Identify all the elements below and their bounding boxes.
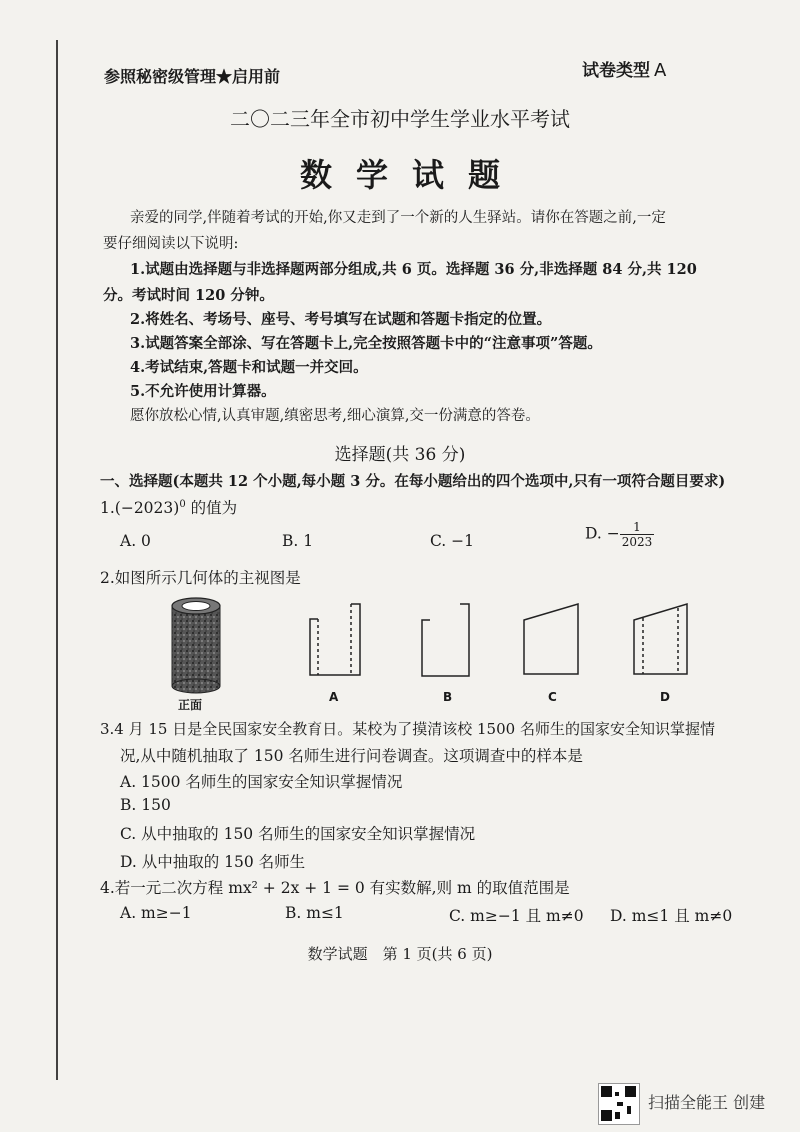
- figure-c: [524, 604, 578, 674]
- q1-option-c: C. −1: [430, 532, 475, 550]
- q4-option-c: C. m≥−1 且 m≠0: [449, 907, 584, 925]
- section-title: 选择题(共 36 分): [334, 445, 466, 465]
- q1-option-d: [585, 520, 654, 549]
- figure-d: [634, 604, 687, 674]
- q1-option-d-numerator: 1: [620, 520, 655, 535]
- qr-code-icon: [598, 1083, 640, 1125]
- paper-type: [582, 56, 666, 81]
- paper-type-value: A: [654, 60, 667, 81]
- q3-option-d: D. 从中抽取的 150 名师生: [120, 853, 306, 871]
- figure-b: [422, 604, 469, 676]
- section-instruction: 一、选择题(本题共 12 个小题,每小题 3 分。在每小题给出的四个选项中,只有一项符合题目要求): [100, 473, 726, 490]
- exam-title: 二〇二三年全市初中学生学业水平考试: [230, 107, 570, 131]
- note-1a: 1.试题由选择题与非选择题两部分组成,共 6 页。选择题 36 分,非选择题 84 分,共 120: [130, 261, 697, 278]
- figure-c-label: C: [548, 690, 557, 704]
- q1-stem: [100, 496, 237, 518]
- intro-closing: 愿你放松心情,认真审题,缜密思考,细心演算,交一份满意的答卷。: [130, 408, 540, 424]
- q2-stem: 2.如图所示几何体的主视图是: [100, 569, 301, 587]
- q4-stem: 4.若一元二次方程 mx² + 2x + 1 = 0 有实数解,则 m 的取值范围是: [100, 879, 570, 897]
- q1-option-b: B. 1: [282, 532, 314, 550]
- note-4: 4.考试结束,答题卡和试题一并交回。: [130, 359, 368, 376]
- note-5: 5.不允许使用计算器。: [130, 383, 276, 400]
- front-label: 正面: [178, 698, 203, 712]
- q3-option-c: C. 从中抽取的 150 名师生的国家安全知识掌握情况: [120, 825, 476, 843]
- scanner-watermark: 扫描全能王 创建: [648, 1093, 766, 1112]
- figure-a: [310, 604, 360, 675]
- q3-option-b: B. 150: [120, 796, 171, 814]
- figure-d-label: D: [660, 690, 670, 704]
- note-2: 2.将姓名、考场号、座号、考号填写在试题和答题卡指定的位置。: [130, 311, 552, 328]
- q1-stem-prefix: 1.(−2023): [100, 499, 180, 517]
- q1-stem-exponent: 0: [179, 498, 186, 510]
- note-3: 3.试题答案全部涂、写在答题卡上,完全按照答题卡中的“注意事项”答题。: [130, 335, 602, 352]
- q4-option-d: D. m≤1 且 m≠0: [610, 907, 733, 925]
- subject-title: 数学试题: [299, 156, 524, 194]
- intro-greeting-1: 亲爱的同学,伴随着考试的开始,你又走到了一个新的人生驿站。请你在答题之前,一定: [130, 210, 666, 226]
- q4-option-a: A. m≥−1: [120, 904, 192, 922]
- q3-stem-1: 3.4 月 15 日是全民国家安全教育日。某校为了摸清该校 1500 名师生的国家安全知识掌握情: [100, 720, 715, 738]
- intro-greeting-2: 要仔细阅读以下说明:: [103, 236, 239, 252]
- q1-option-d-denominator: 2023: [621, 535, 653, 549]
- figure-a-label: A: [329, 690, 339, 704]
- q3-stem-2: 况,从中随机抽取了 150 名师生进行问卷调查。这项调查中的样本是: [120, 747, 583, 765]
- note-1b: 分。考试时间 120 分钟。: [103, 287, 274, 304]
- q1-option-d-prefix: D. −: [585, 524, 620, 543]
- classification-mark: 参照秘密级管理★启用前: [104, 67, 281, 86]
- q1-stem-suffix: 的值为: [185, 499, 238, 517]
- binding-line: [56, 40, 58, 1080]
- q1-option-d-fraction: [620, 520, 655, 549]
- q3-option-a: A. 1500 名师生的国家安全知识掌握情况: [120, 773, 403, 791]
- cylinder-solid: [172, 598, 220, 693]
- page-footer: 数学试题 第 1 页(共 6 页): [307, 945, 493, 963]
- q1-option-a: A. 0: [120, 532, 151, 550]
- q4-option-b: B. m≤1: [285, 904, 344, 922]
- figure-b-label: B: [443, 690, 453, 704]
- paper-type-label: 试卷类型: [582, 61, 650, 81]
